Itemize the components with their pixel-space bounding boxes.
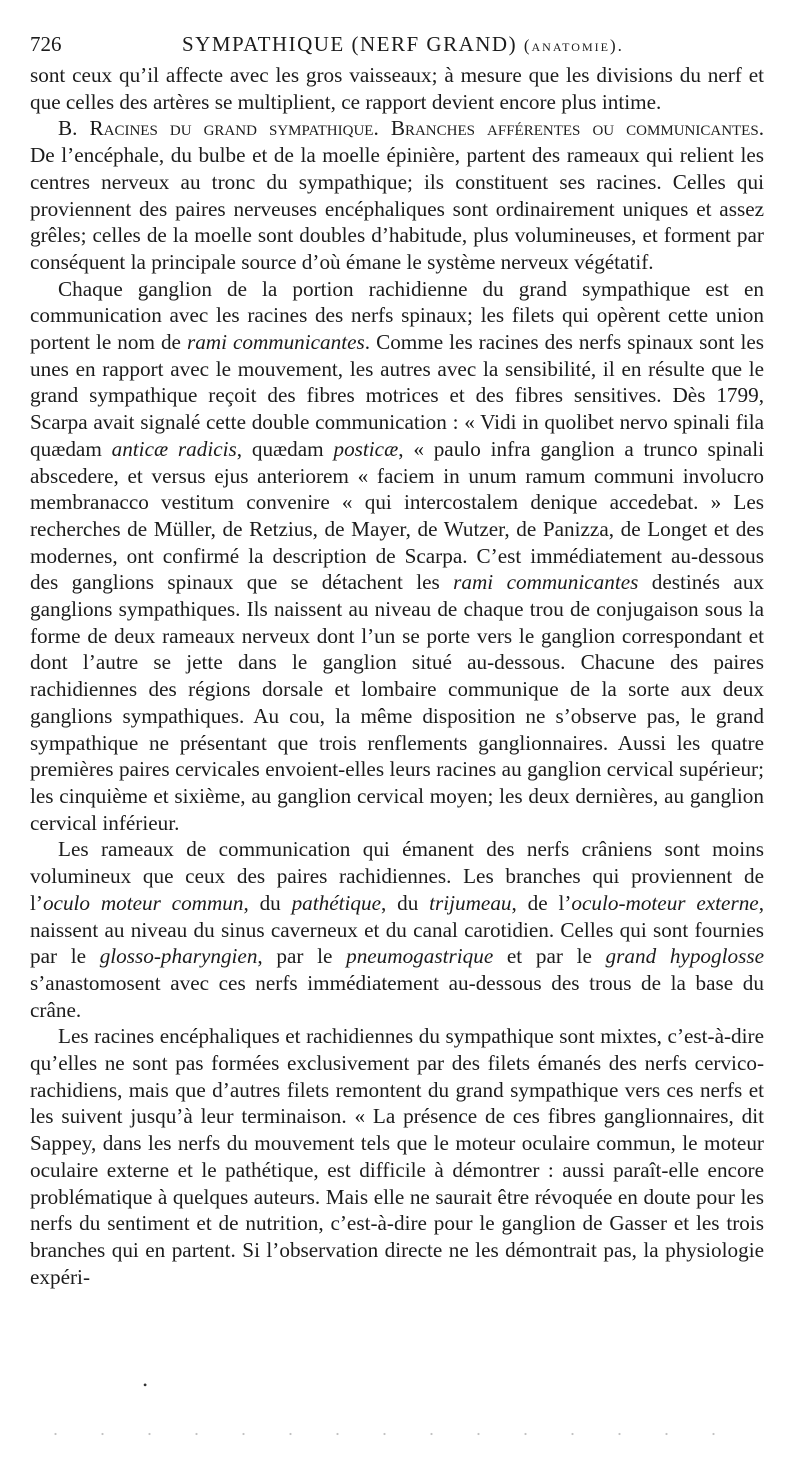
text-run: et par le [493, 944, 606, 969]
section-heading: B. Racines du grand sympathique. Branches afférentes ou communicantes. [58, 116, 764, 141]
paragraph-rameaux [30, 836, 764, 1023]
running-section: (anatomie). [523, 36, 624, 55]
italic-term: rami communicantes [453, 570, 639, 595]
italic-term: trijumeau [429, 890, 512, 915]
running-title: SYMPATHIQUE (NERF GRAND) [182, 32, 518, 56]
text-run: , naissent au niveau du sinus caverneux et du canal carotidien. Celles qui sont fournies par le [30, 890, 764, 969]
text-run: , du [243, 890, 292, 915]
italic-term: posticæ [333, 436, 399, 461]
text-run: , de l’ [511, 890, 572, 915]
running-title-group [182, 26, 624, 64]
page-number: 726 [30, 32, 62, 56]
paragraph-racines-mixtes: Les racines encéphaliques et rachidiennes du sympathique sont mixtes, c’est-à-dire qu’elles ne sont pas formées exclusivement par des filets émanés des nerfs cervico-rachidiens, mais que d’autres filets remontent du grand sympathique vers ces nerfs et les suivent jusqu’à leur terminaison. « La présence de ces fibres ganglionnaires, dit Sappey, dans les nerfs du mouvement tels que le moteur oculaire commun, le moteur oculaire externe et le pathétique, est difficile à démontrer : aussi paraît-elle encore problématique à quelques auteurs. Mais elle ne saurait être révoquée en doute pour les nerfs du sentiment et de nutrition, c’est-à-dire pour le ganglion de Gasser et les trois branches qui en partent. Si l’observation directe ne les démontrait pas, la physiologie expéri- [30, 1024, 764, 1289]
italic-term: pneumogastrique [346, 944, 494, 969]
paragraph-ganglion [30, 276, 764, 837]
text-run: s’anastomosent avec ces nerfs immédiatement au-dessous des trous de la base du crâne. [30, 970, 764, 1022]
italic-term: anticæ radicis [111, 436, 237, 461]
paragraph-continuation: sont ceux qu’il affecte avec les gros vaisseaux; à mesure que les divisions du nerf et que celles des artères se multiplient, ce rapport devient encore plus intime. [30, 63, 764, 114]
text-run: Les rameaux de communication qui émanent des nerfs crâniens sont moins volumineux que ceux des paires rachidiennes. Les branches qui proviennent de l’ [30, 837, 764, 915]
text-run: , quædam [236, 436, 334, 461]
italic-term: pathétique [291, 890, 382, 915]
text-run: , par le [257, 944, 347, 969]
text-run: , du [381, 890, 430, 915]
paragraph-racines: De l’encéphale, du bulbe et de la moelle épinière, partent des rameaux qui relient les centres nerveux au tronc du sympathique; ils constituent ses racines. Celles qui proviennent des paires nerveuses encéphaliques sont ordinairement uniques et assez grêles; celles de la moelle sont doubles d’habitude, plus volumineuses, et forment par conséquent la principale source d’où émane le système nerveux végétatif. [30, 143, 764, 274]
italic-term: grand hypoglosse [605, 944, 764, 969]
print-speck: • [143, 1378, 148, 1392]
italic-term: rami communicantes [186, 330, 365, 355]
document-page [30, 26, 764, 1290]
text-run: destinés aux ganglions sympathiques. Ils naissent au niveau de chaque trou de conjugaison sous la forme de deux rameaux nerveux dont l’un se porte vers le ganglion correspondant et dont l’autre se jette dans le ganglion situé au-dessous. Chacune des paires rachidiennes des régions dorsale et lombaire communique de la sorte aux deux ganglions sympathiques. Au cou, la même disposition ne s’observe pas, le grand sympathique ne présentant que trois renflements ganglionnaires. Aussi les quatre premières paires cervicales envoient-elles leurs racines au ganglion cervical supérieur; les cinquième et sixième, au ganglion cervical moyen; les deux dernières, au ganglion cervical inférieur. [30, 570, 765, 835]
italic-term: oculo-moteur externe [571, 890, 759, 915]
italic-term: glosso-pharyngien [99, 944, 258, 969]
italic-term: oculo moteur commun [42, 890, 244, 915]
body-text [30, 62, 764, 1290]
running-header [30, 26, 764, 62]
text-run: Chaque ganglion de la portion rachidienne du grand sympathique est en communication avec les racines des nerfs spinaux; les filets qui opèrent cette union portent le nom de [30, 276, 764, 355]
text-run: , « paulo infra ganglion a trunco spinali abscedere, et versus ejus anteriorem « faciem in unum ramum communi involucro membranacco vestitum convenire « qui intercostalem denique accedebat. » Les recherches de Müller, de Retzius, de Mayer, de Wutzer, de Panizza, de Longet et des modernes, ont confirmé la description de Scarpa. C’est immédiatement au-dessous des ganglions spinaux que se détachent les [30, 436, 764, 595]
text-run: . Comme les racines des nerfs spinaux sont les unes en rapport avec le mouvement, les autres avec la sensibilité, il en résulte que le grand sympathique reçoit des fibres motrices et des fibres sensitives. Dès 1799, Scarpa avait signalé cette double communication : « Vidi in quolibet nervo spinali fila quædam [30, 330, 765, 461]
scan-noise-line [32, 1432, 752, 1436]
